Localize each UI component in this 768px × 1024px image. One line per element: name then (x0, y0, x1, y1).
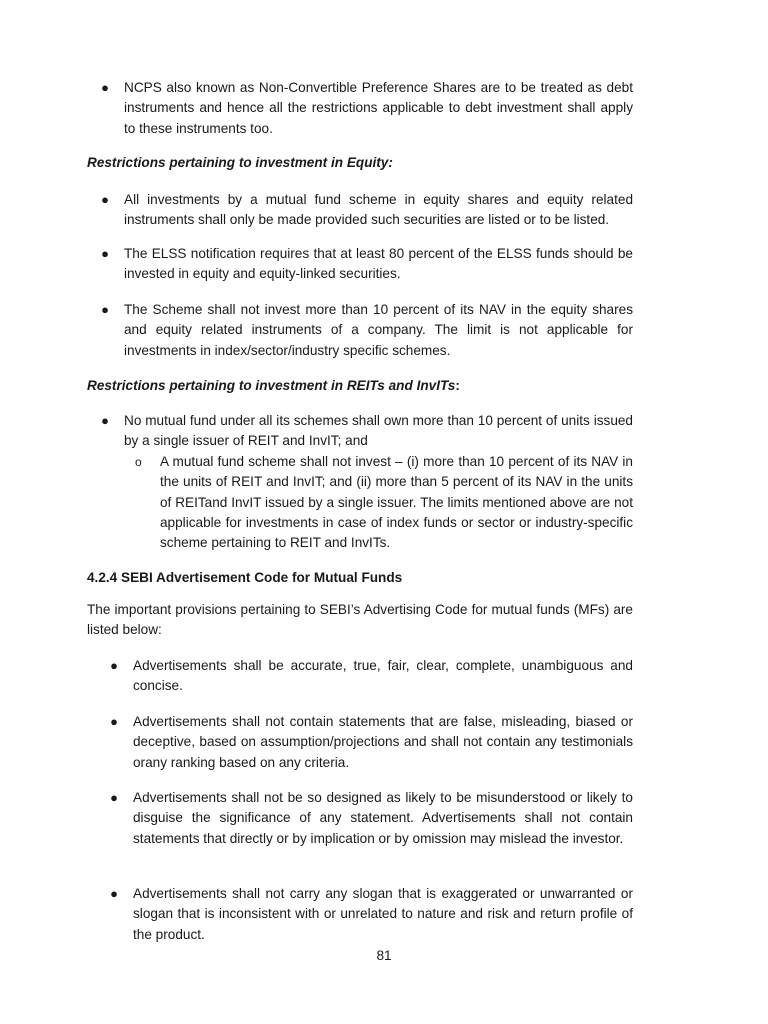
circle-bullet-icon: o (135, 455, 142, 469)
list-item-nav-limit (88, 300, 633, 361)
reits-heading-colon: : (455, 378, 460, 393)
bullet-icon: ● (101, 302, 109, 317)
bullet-icon: ● (110, 886, 118, 901)
sub-list-item-text: A mutual fund scheme shall not invest – (i) more than 10 percent of its NAV in the units of REIT and InvIT; and (ii) more than 5 percent of its NAV in the units of REITand InvIT issued by a single issuer. The limits mentioned above are not applicable for investments in case of index funds or sector or industry-specific scheme pertaining to REIT and InvITs. (160, 454, 633, 551)
list-item-equity-listed (88, 190, 633, 231)
list-item-text: The ELSS notification requires that at least 80 percent of the ELSS funds should be invested in equity and equity-linked securities. (124, 246, 633, 282)
equity-restrictions-heading: Restrictions pertaining to investment in Equity: (87, 155, 393, 170)
bullet-icon: ● (101, 192, 109, 207)
list-item-ad-slogan (88, 884, 633, 945)
bullet-icon: ● (101, 80, 109, 95)
page-number: 81 (376, 948, 392, 963)
reits-restrictions-heading (87, 376, 633, 396)
list-item-text: The Scheme shall not invest more than 10 percent of its NAV in the equity shares and equity related instruments of a company. The limit is not applicable for investments in index/sector/industry specific schemes. (124, 302, 633, 358)
list-item-ncps (88, 78, 633, 139)
list-item-ad-not-misleading (88, 788, 633, 849)
list-item-text: NCPS also known as Non-Convertible Preference Shares are to be treated as debt instruments and hence all the restrictions applicable to debt investment shall apply to these instruments too. (124, 80, 633, 136)
bullet-icon: ● (110, 790, 118, 805)
list-item-text: Advertisements shall not carry any slogan that is exaggerated or unwarranted or slogan that is inconsistent with or unrelated to nature and risk and return profile of the product. (133, 886, 633, 942)
list-item-text: No mutual fund under all its schemes shall own more than 10 percent of units issued by a single issuer of REIT and InvIT; and (124, 413, 633, 449)
list-item-elss (88, 244, 633, 285)
list-item-text: Advertisements shall be accurate, true, fair, clear, complete, unambiguous and concise. (133, 658, 633, 694)
sub-list-item-reit-nav (130, 452, 633, 553)
section-intro: The important provisions pertaining to SEBI’s Advertising Code for mutual funds (MFs) are listed below: (87, 602, 633, 638)
bullet-icon: ● (110, 714, 118, 729)
list-item-text: Advertisements shall not contain statements that are false, misleading, biased or deceptive, based on assumption/projections and shall not contain any testimonials orany ranking based on any criteria. (133, 714, 633, 770)
list-item-reit-units (88, 411, 633, 452)
section-heading: 4.2.4 SEBI Advertisement Code for Mutual Funds (87, 570, 403, 585)
list-item-ad-no-false-statements (88, 712, 633, 773)
list-item-ad-accurate (88, 656, 633, 697)
list-item-text: All investments by a mutual fund scheme in equity shares and equity related instruments shall only be made provided such securities are listed or to be listed. (124, 192, 633, 228)
bullet-icon: ● (110, 658, 118, 673)
bullet-icon: ● (101, 413, 109, 428)
bullet-icon: ● (101, 246, 109, 261)
reits-heading-text: Restrictions pertaining to investment in REITs and InvITs (87, 378, 456, 393)
list-item-text: Advertisements shall not be so designed as likely to be misunderstood or likely to disguise the significance of any statement. Advertisements shall not contain statements that directly or by implication or by omission may mislead the investor. (133, 790, 633, 846)
